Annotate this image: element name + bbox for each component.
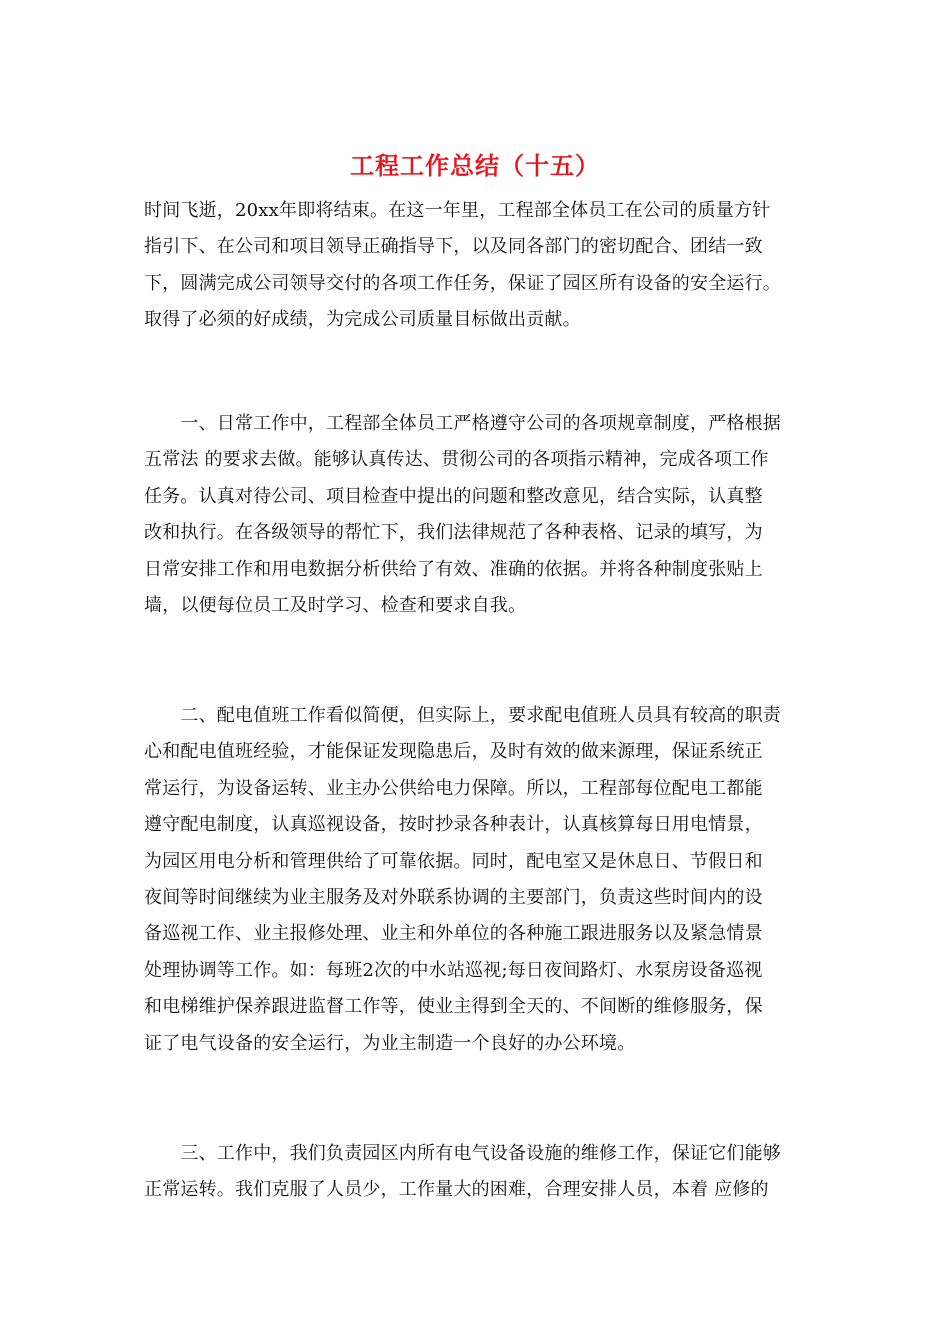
- text-line: 时间飞逝，20xx年即将结束。在这一年里，工程部全体员工在公司的质量方针: [144, 200, 771, 221]
- text-line: 常运行，为设备运转、业主办公供给电力保障。所以，工程部每位配电工都能: [144, 777, 763, 799]
- text-line: 夜间等时间继续为业主服务及对外联系协调的主要部门，负责这些时间内的设: [144, 886, 763, 908]
- text-line: 任务。认真对待公司、项目检查中提出的问题和整改意见，结合实际，认真整: [144, 485, 763, 507]
- text-line: 和电梯维护保养跟进监督工作等，使业主得到全天的、不间断的维修服务，保: [144, 996, 763, 1018]
- paragraph-section-2: [144, 698, 810, 1062]
- text-line: 遵守配电制度，认真巡视设备，按时抄录各种表计，认真核算每日用电情景，: [144, 814, 763, 836]
- text-line: 改和执行。在各级领导的帮忙下，我们法律规范了各种表格、记录的填写，为: [144, 522, 763, 544]
- document-title: 工程工作总结（十五）: [350, 151, 600, 180]
- text-line: 心和配电值班经验，才能保证发现隐患后，及时有效的做来源理，保证系统正: [144, 741, 763, 763]
- text-line: 一、日常工作中，工程部全体员工严格遵守公司的各项规章制度，严格根据: [144, 413, 781, 434]
- paragraph-intro: [144, 193, 810, 339]
- text-line: 三、工作中，我们负责园区内所有电气设备设施的维修工作，保证它们能够: [144, 1143, 781, 1164]
- text-line: 二、配电值班工作看似简便，但实际上，要求配电值班人员具有较高的职责: [144, 705, 781, 726]
- text-line: 正常运转。我们克服了人员少，工作量大的困难，合理安排人员，本着 应修的: [144, 1179, 769, 1201]
- text-line: 下，圆满完成公司领导交付的各项工作任务，保证了园区所有设备的安全运行。: [144, 272, 781, 294]
- text-line: 备巡视工作、业主报修处理、业主和外单位的各种施工跟进服务以及紧急情景: [144, 923, 763, 945]
- text-line: 取得了必须的好成绩，为完成公司质量目标做出贡献。: [144, 309, 581, 331]
- text-line: 五常法 的要求去做。能够认真传达、贯彻公司的各项指示精神，完成各项工作: [144, 449, 769, 471]
- text-line: 为园区用电分析和管理供给了可靠依据。同时，配电室又是休息日、节假日和: [144, 850, 763, 872]
- text-line: 证了电气设备的安全运行，为业主制造一个良好的办公环境。: [144, 1032, 636, 1054]
- paragraph-section-1: [144, 406, 810, 624]
- text-line: 处理协调等工作。如：每班2次的中水站巡视;每日夜间路灯、水泵房设备巡视: [144, 959, 763, 981]
- paragraph-section-3: [144, 1136, 810, 1209]
- text-line: 日常安排工作和用电数据分析供给了有效、准确的依据。并将各种制度张贴上: [144, 558, 763, 580]
- text-line: 指引下、在公司和项目领导正确指导下，以及同各部门的密切配合、团结一致: [144, 236, 763, 258]
- text-line: 墙，以便每位员工及时学习、检查和要求自我。: [144, 594, 527, 616]
